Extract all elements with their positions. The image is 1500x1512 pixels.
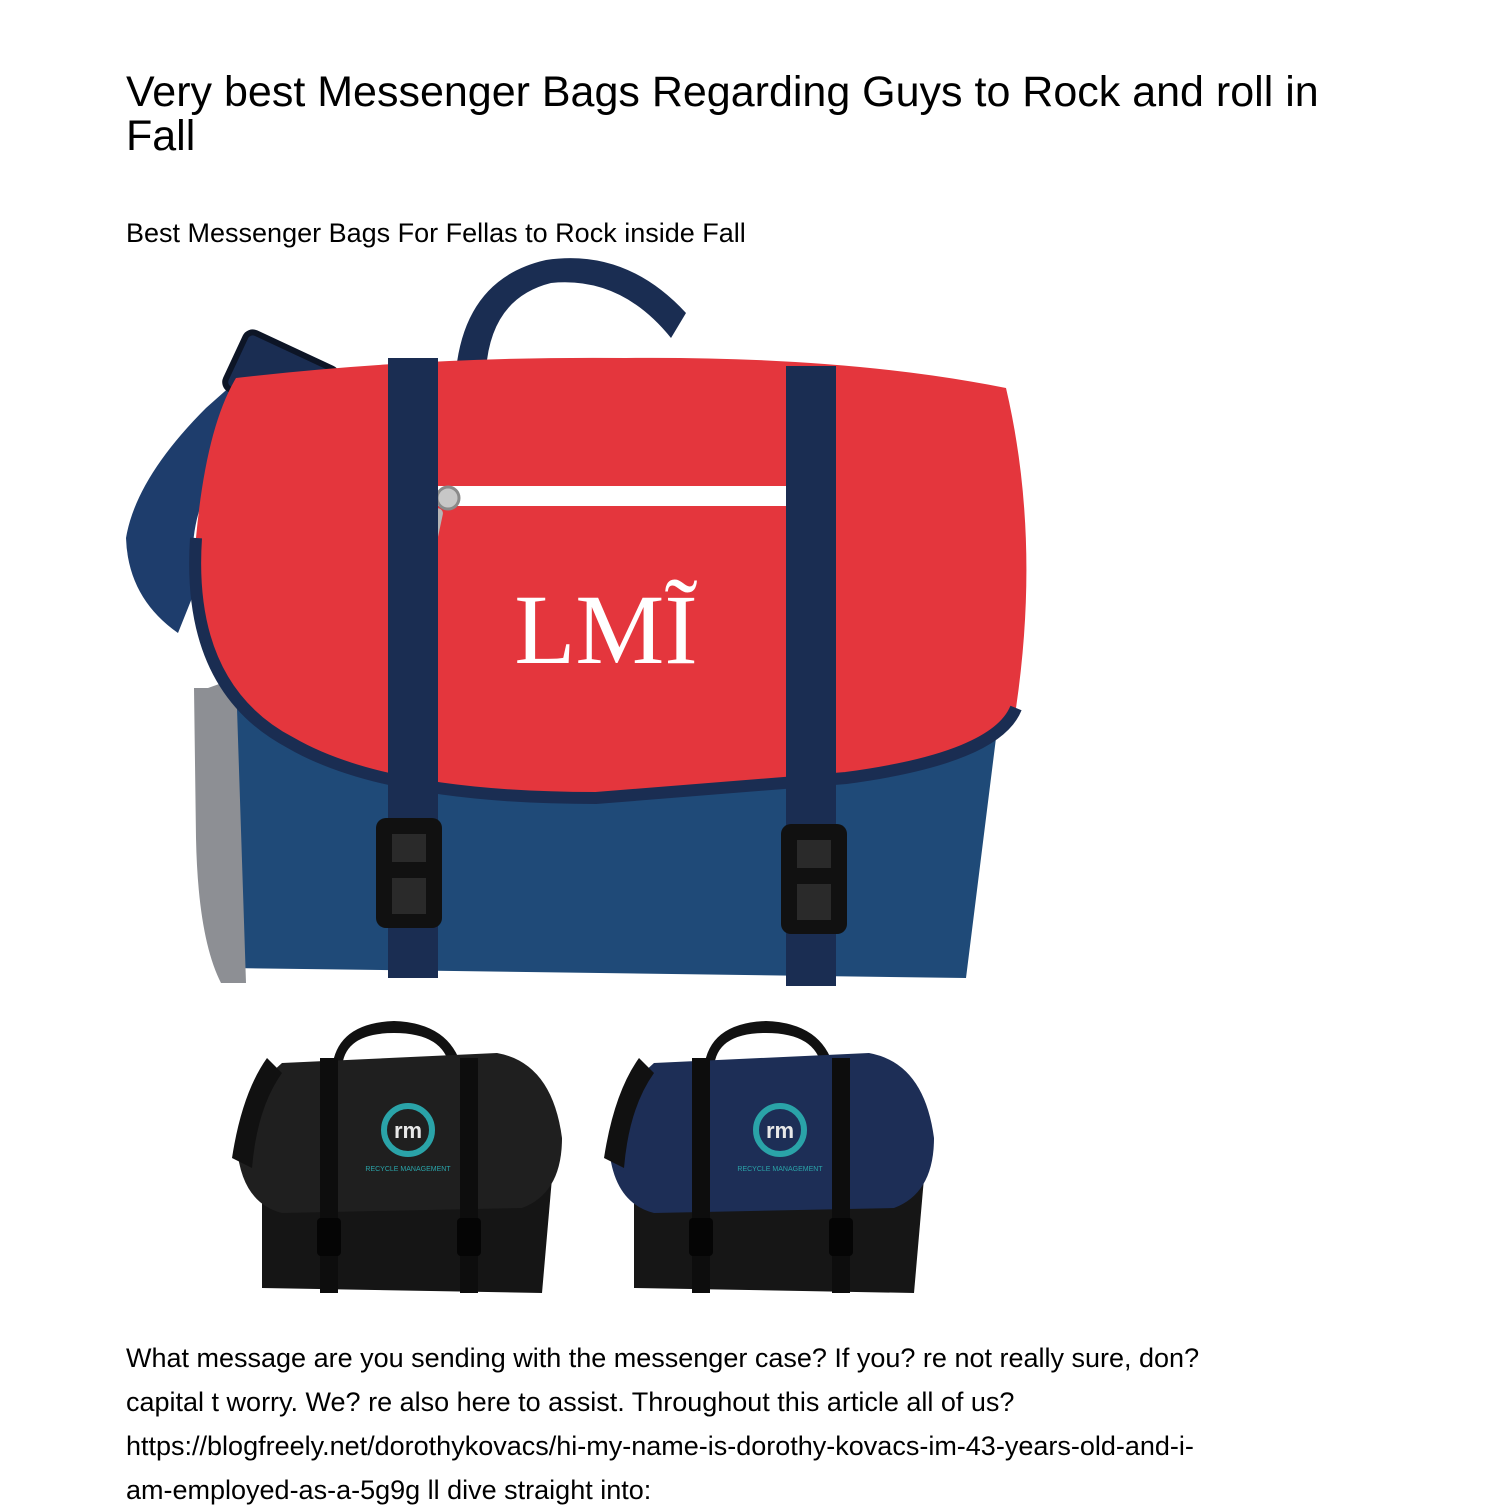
subtitle: Best Messenger Bags For Fellas to Rock inside Fall [126,218,746,248]
body-line: am-employed-as-a-5g9g ll dive straight into: [126,1475,652,1505]
zipper [438,486,800,506]
navy-messenger-bag-image [594,1018,939,1303]
recycle-caption: RECYCLE MANAGEMENT [737,1166,823,1173]
bag-logo: LMĨ [514,574,698,685]
black-messenger-bag-image [222,1018,567,1303]
recycle-logo-text: rm [393,1118,423,1143]
recycle-caption: RECYCLE MANAGEMENT [365,1166,451,1173]
messenger-bag-image [126,238,1038,998]
page-title: Very best Messenger Bags Regarding Guys to Rock and roll in Fall [126,68,1319,160]
recycle-logo-text: rm [765,1118,795,1143]
zipper-pull [437,487,459,509]
body-line: capital t worry. We? re also here to assist. Throughout this article all of us? [126,1387,1015,1417]
bag-handle [456,258,686,370]
body-line: What message are you sending with the messenger case? If you? re not really sure, don? [126,1343,1200,1373]
body-line-link[interactable]: https://blogfreely.net/dorothykovacs/hi-my-name-is-dorothy-kovacs-im-43-years-old-and-i- [126,1431,1194,1461]
body-paragraph [126,1336,1366,1512]
